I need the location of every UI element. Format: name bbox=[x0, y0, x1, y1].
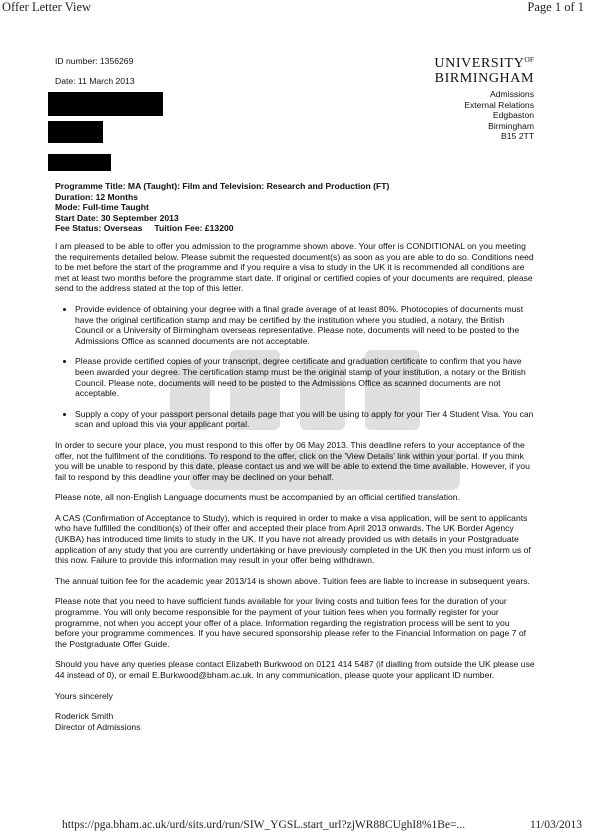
fee-status: Fee Status: Overseas bbox=[55, 223, 143, 234]
fee-paragraph: The annual tuition fee for the academic year 2013/14 is shown above. Tuition fees are liable to increase in subsequent years. bbox=[55, 575, 530, 586]
id-number: ID number: 1356269 bbox=[55, 56, 134, 66]
language-paragraph: Please note, all non-English Language documents must be accompanied by an official certified translation. bbox=[55, 492, 460, 503]
university-logo bbox=[434, 52, 534, 86]
programme-start-date: Start Date: 30 September 2013 bbox=[55, 212, 179, 223]
signatory-title: Director of Admissions bbox=[55, 721, 141, 732]
redacted-address-block bbox=[48, 121, 103, 143]
conditions-list bbox=[55, 304, 535, 430]
cas-paragraph: A CAS (Confirmation of Acceptance to Study), which is required in order to make a visa application, will be sent to applicants who have fulfilled the condition(s) of their offer and accepted their place from April 2013 onwards. The UK Border Agency (UKBA) has introduced time limits to study in the UK. If you have not already provided us with details in your Postgraduate application of any study that you are currently undertaking or have previously completed in the UK then you must inform us of this now. Failure to provide this information may result in your offer being withdrawn. bbox=[55, 512, 531, 566]
address-line: External Relations bbox=[464, 99, 534, 110]
print-date: 11/03/2013 bbox=[530, 819, 582, 831]
address-line: Edgbaston bbox=[492, 110, 534, 121]
print-header bbox=[0, 0, 590, 16]
programme-mode: Mode: Full-time Taught bbox=[55, 202, 149, 213]
print-title: Offer Letter View bbox=[2, 0, 92, 14]
print-footer bbox=[0, 819, 590, 835]
print-page-number: Page 1 of 1 bbox=[527, 0, 584, 14]
logo-birmingham: BIRMINGHAM bbox=[434, 71, 534, 86]
university-address bbox=[464, 89, 534, 142]
condition-item: • Please provide certified copies of your transcript, degree certificate and graduation certificate to confirm that you have been awarded your degree. The certification stamp must be the original stamp of your institution, a notary or the British Council. Please note, documents will need to be posted to the Admissions Office as scanned documents are not acceptable. bbox=[75, 356, 535, 398]
programme-title: Programme Title: MA (Taught): Film and Television: Research and Production (FT) bbox=[55, 181, 390, 191]
programme-duration: Duration: 12 Months bbox=[55, 191, 139, 202]
logo-university: UNIVERSITY bbox=[434, 56, 525, 71]
programme-details bbox=[55, 181, 389, 234]
letter-body bbox=[55, 241, 535, 732]
address-line: Admissions bbox=[490, 89, 534, 99]
condition-item: • Provide evidence of obtaining your degree with a final grade average of at least 80%. Photocopies of documents must have the original certification stamp and may be certified by the institution where you studied, a notary, the British Council or a University of Birmingham overseas representative. Please note, documents will need to be posted to the Admissions Office as scanned documents are not acceptable. bbox=[75, 304, 535, 346]
address-line: B15 2TT bbox=[501, 131, 534, 142]
signatory-name: Roderick Smith bbox=[55, 711, 114, 722]
queries-paragraph: Should you have any queries please contact Elizabeth Burkwood on 0121 414 5487 (if dialling from outside the UK please use 44 instead of 0), or email E.Burkwood@bham.ac.uk. In any communication, please quote your applicant ID number. bbox=[55, 659, 535, 680]
print-url: https://pga.bham.ac.uk/urd/sits.urd/run/SIW_YGSL.start_url?zjWR88CUghI8%1Be=... bbox=[62, 819, 466, 831]
closing: Yours sincerely bbox=[55, 690, 113, 701]
funds-paragraph: Please note that you need to have sufficient funds available for your living costs and tuition fees for the duration of your programme. You will only become responsible for the payment of your tuition fees when you formally register for your programme, not when you accept your offer of a place. Information regarding the registration process will be sent to you before your programme commences. If you have secured sponsorship please refer to the Financial Information on page 7 of the Postgraduate Offer Guide. bbox=[55, 596, 527, 649]
address-line: Birmingham bbox=[488, 120, 534, 131]
secure-place-paragraph: In order to secure your place, you must respond to this offer by 06 May 2013. This deadline refers to your acceptance of the offer, not the fulfilment of the conditions. To respond to the offer, click on the 'View Details' link within your portal. If you think you will be unable to respond by this date, please contact us and we will be able to extend the time available. However, if you fail to respond by this deadline your offer may be declined on your behalf. bbox=[55, 439, 530, 482]
letter-date: Date: 11 March 2013 bbox=[55, 76, 135, 86]
condition-item: • Supply a copy of your passport personal details page that you will be using to apply for your Tier 4 Student Visa. You can scan and upload this via your applicant portal. bbox=[75, 409, 535, 430]
redacted-name-block bbox=[48, 92, 163, 116]
redacted-country-block bbox=[48, 154, 111, 171]
intro-paragraph: I am pleased to be able to offer you admission to the programme shown above. Your offer is CONDITIONAL on you meeting the requirements detailed below. Please submit the requested document(s) as soon as you are able to do so. Conditions need to be met before the start of the programme and if you require a visa to study in the UK it is recommended all conditions are met at least two months before the programme start date. If original or certified copies of your documents are required, please send to the address stated at the top of this letter. bbox=[55, 241, 534, 294]
logo-of: OF bbox=[524, 55, 534, 64]
tuition-fee: Tuition Fee: £13200 bbox=[154, 223, 234, 234]
